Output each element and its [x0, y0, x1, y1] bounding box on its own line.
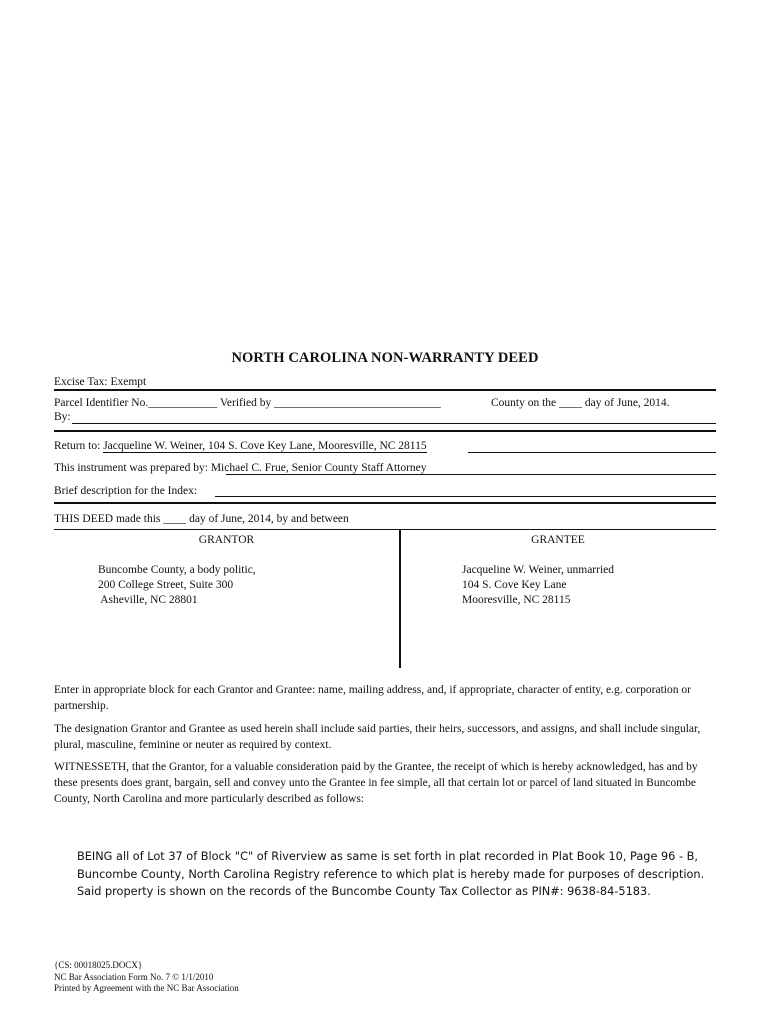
excise-tax-line: Excise Tax: Exempt — [54, 376, 147, 388]
witnesseth-paragraph: WITNESSETH, that the Grantor, for a valuable consideration paid by the Grantee, the receipt of which is hereby acknowledged, has and by these presents does grant, bargain, sell and convey unto the Grantee in fee simple, all that certain lot or parcel of land situated in Buncombe County, North Carolina and more particularly described as follows: — [54, 761, 698, 805]
designation-paragraph: The designation Grantor and Grantee as used herein shall include said parties, their heirs, successors, and assigns, and shall include singular, plural, masculine, feminine or neuter as required by context. — [54, 723, 701, 751]
grantee-address: Jacqueline W. Weiner, unmarried 104 S. Cove Key Lane Mooresville, NC 28115 — [462, 564, 615, 606]
return-to-line — [54, 439, 427, 453]
legal-description: BEING all of Lot 37 of Block "C" of Riverview as same is set forth in plat recorded in Plat Book 10, Page 96 - B, Buncombe County, North Carolina Registry reference to which plat is hereby made for purposes of description. Said property is shown on the records of the Buncombe County Tax Collector as PIN#: 9638-84-5183. — [77, 850, 705, 898]
grantor-heading: GRANTOR — [198, 534, 255, 546]
brief-description-label: Brief description for the Index: — [54, 485, 198, 497]
prepared-by-label: This instrument was prepared by: — [54, 462, 211, 474]
county-verification-line: County on the ____ day of June, 2014. — [491, 397, 670, 409]
by-signature-line — [72, 423, 716, 424]
prepared-by-value: Michael C. Frue, Senior County Staff Attorney — [210, 462, 427, 474]
footer-printed-line: Printed by Agreement with the NC Bar Association — [54, 983, 239, 993]
footer-doc-id: {CS: 00018025.DOCX} — [54, 960, 143, 970]
enter-instructions: Enter in appropriate block for each Grantor and Grantee: name, mailing address, and, if appropriate, character of entity, e.g. corporation or partnership. — [54, 684, 691, 712]
divider — [54, 502, 716, 504]
return-to-underline — [468, 452, 716, 453]
parcel-identifier-line: Parcel Identifier No.____________ Verified by _____________________________ — [54, 397, 441, 409]
footer-form-line: NC Bar Association Form No. 7 © 1/1/2010 — [54, 971, 214, 982]
grantor-address: Buncombe County, a body politic, 200 College Street, Suite 300 Asheville, NC 28801 — [98, 564, 256, 606]
prepared-by-line — [54, 461, 427, 475]
prepared-by-underline — [226, 474, 716, 475]
deed-title: NORTH CAROLINA NON-WARRANTY DEED — [231, 350, 539, 366]
return-to-label: Return to: — [54, 440, 104, 452]
return-to-value: Jacqueline W. Weiner, 104 S. Cove Key Lane, Mooresville, NC 28115 — [103, 440, 427, 452]
brief-description-underline — [215, 496, 716, 497]
footer — [54, 960, 239, 995]
parties-table-top-border — [54, 529, 716, 530]
grantee-heading: GRANTEE — [531, 534, 585, 546]
parties-column-divider — [399, 530, 401, 668]
divider — [54, 430, 716, 432]
by-label: By: — [54, 411, 71, 423]
divider — [54, 389, 716, 391]
deed-made-line: THIS DEED made this ____ day of June, 2014, by and between — [54, 513, 349, 525]
